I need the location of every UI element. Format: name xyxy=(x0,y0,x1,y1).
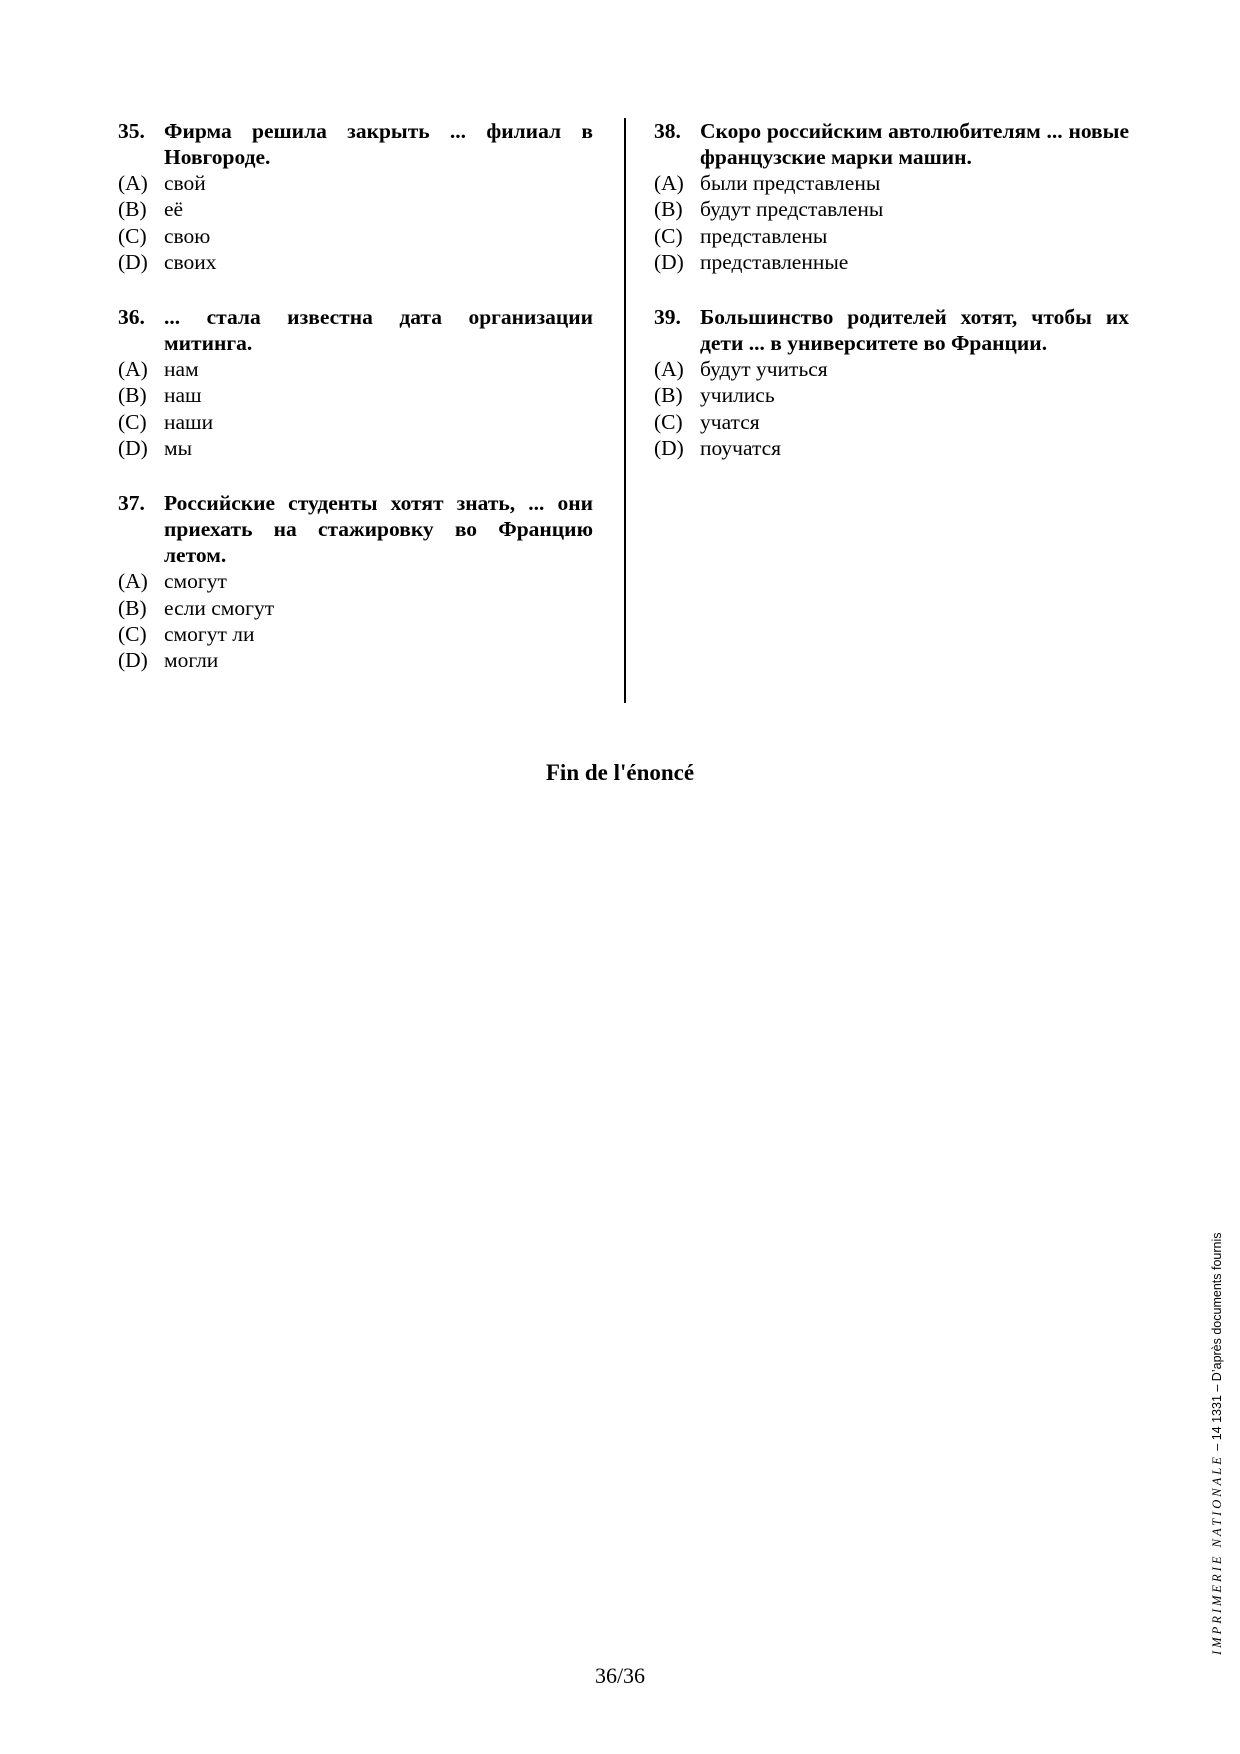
option-b xyxy=(118,382,593,408)
option-a xyxy=(118,356,593,382)
option-letter: (D) xyxy=(654,249,684,274)
left-column xyxy=(118,118,593,703)
option-a xyxy=(654,170,1129,196)
option-d xyxy=(118,249,593,275)
option-text: будут представлены xyxy=(700,197,884,222)
option-letter: (D) xyxy=(654,436,684,461)
end-of-statement-title: Fin de l'énoncé xyxy=(545,760,695,785)
answer-options xyxy=(118,356,593,461)
option-c xyxy=(654,223,1129,249)
option-a xyxy=(118,568,593,594)
option-letter: (D) xyxy=(118,436,148,461)
question-number: 37. xyxy=(118,491,145,516)
printer-credit xyxy=(1210,1233,1225,1656)
option-text: наш xyxy=(164,383,202,408)
option-text: своих xyxy=(164,249,217,274)
option-text: смогут ли xyxy=(164,621,255,646)
option-text: свой xyxy=(164,171,206,195)
option-text: нам xyxy=(164,357,199,382)
option-c xyxy=(118,223,593,249)
option-d xyxy=(654,249,1129,275)
option-text: будут учиться xyxy=(700,357,828,382)
option-letter: (A) xyxy=(654,171,684,195)
question-text: Большинство родителей хотят, чтобы их дети ... в университете во Франции. xyxy=(700,305,1129,356)
option-c xyxy=(118,409,593,435)
question-header xyxy=(118,304,593,356)
option-text: её xyxy=(164,197,184,222)
question-header xyxy=(118,118,593,170)
option-letter: (C) xyxy=(118,621,147,646)
option-c xyxy=(654,409,1129,435)
question-number: 35. xyxy=(118,119,145,143)
question-39 xyxy=(654,304,1129,461)
option-text: мы xyxy=(164,436,193,461)
option-text: наши xyxy=(164,409,214,434)
option-a xyxy=(654,356,1129,382)
question-37 xyxy=(118,490,593,673)
page-number: 36/36 xyxy=(594,1663,646,1688)
option-text: смогут xyxy=(164,569,227,594)
question-38 xyxy=(654,118,1129,275)
column-divider xyxy=(624,118,626,703)
question-text: Фирма решила закрыть ... филиал в Новгороде. xyxy=(164,119,593,169)
right-column xyxy=(654,118,1129,490)
option-a xyxy=(118,170,593,196)
option-d xyxy=(654,435,1129,461)
question-number: 39. xyxy=(654,305,681,330)
question-36 xyxy=(118,304,593,461)
option-text: свою xyxy=(164,223,211,248)
option-letter: (B) xyxy=(118,197,147,222)
option-letter: (C) xyxy=(654,409,683,434)
printer-name: IMPRIMERIE NATIONALE xyxy=(1210,1454,1224,1655)
option-letter: (C) xyxy=(118,409,147,434)
question-35 xyxy=(118,118,593,275)
option-d xyxy=(118,647,593,673)
question-header xyxy=(654,304,1129,356)
option-letter: (B) xyxy=(118,595,147,620)
option-letter: (A) xyxy=(654,357,684,382)
question-text: ... стала известна дата организации митинга. xyxy=(164,305,593,356)
option-text: были представлены xyxy=(700,171,881,195)
question-header xyxy=(118,490,593,568)
option-letter: (C) xyxy=(118,223,147,248)
question-text: Скоро российским автолюбителям ... новые французские марки машин. xyxy=(700,119,1129,169)
option-text: учились xyxy=(700,383,775,408)
question-number: 38. xyxy=(654,119,681,143)
question-text: Российские студенты хотят знать, ... они приехать на стажировку во Францию летом. xyxy=(164,491,593,568)
option-text: представленные xyxy=(700,249,849,274)
question-number: 36. xyxy=(118,305,145,330)
option-text: учатся xyxy=(700,409,760,434)
option-letter: (B) xyxy=(118,383,147,408)
answer-options xyxy=(654,356,1129,461)
option-letter: (A) xyxy=(118,569,148,594)
option-letter: (C) xyxy=(654,223,683,248)
option-text: могли xyxy=(164,648,219,673)
option-letter: (D) xyxy=(118,249,148,274)
option-letter: (D) xyxy=(118,648,148,673)
option-b xyxy=(654,382,1129,408)
option-text: поучатся xyxy=(700,436,782,461)
option-b xyxy=(654,196,1129,222)
option-b xyxy=(118,595,593,621)
option-d xyxy=(118,435,593,461)
option-letter: (B) xyxy=(654,197,683,222)
answer-options xyxy=(654,170,1129,275)
question-header xyxy=(654,118,1129,170)
answer-options xyxy=(118,170,593,275)
option-letter: (A) xyxy=(118,357,148,382)
answer-options xyxy=(118,568,593,673)
printer-reference: – 14 1331 – D’après documents fournis xyxy=(1210,1232,1224,1455)
option-text: если смогут xyxy=(164,595,275,620)
option-b xyxy=(118,196,593,222)
option-letter: (A) xyxy=(118,171,148,195)
option-c xyxy=(118,621,593,647)
option-letter: (B) xyxy=(654,383,683,408)
option-text: представлены xyxy=(700,223,828,248)
